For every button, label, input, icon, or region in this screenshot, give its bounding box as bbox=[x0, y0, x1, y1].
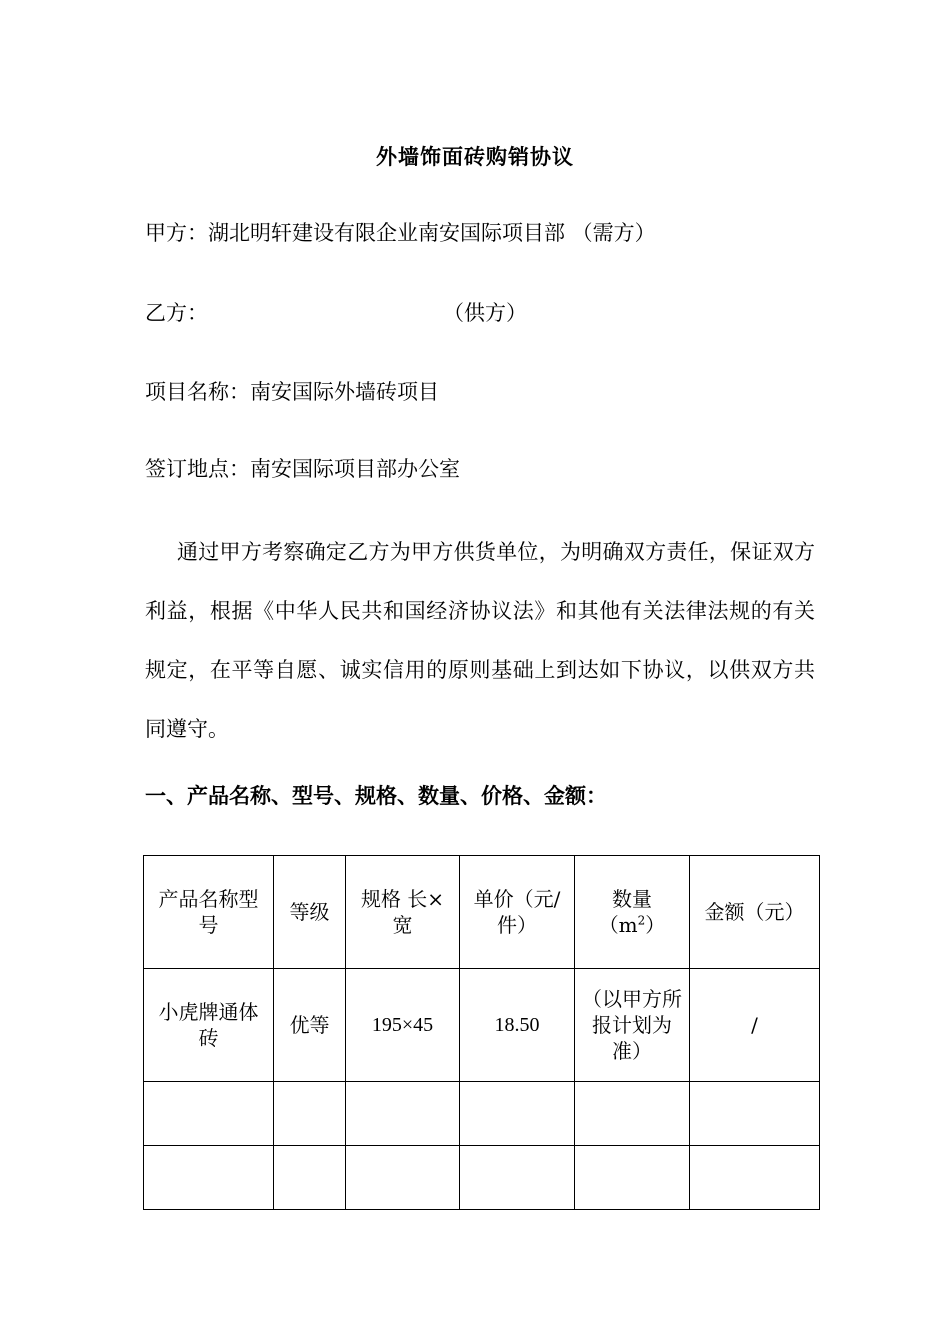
table-row bbox=[144, 1082, 820, 1146]
cell-grade: 优等 bbox=[274, 969, 346, 1082]
cell-quantity bbox=[575, 1146, 690, 1210]
header-amount: 金额（元） bbox=[690, 856, 820, 969]
cell-unit-price bbox=[460, 1146, 575, 1210]
cell-unit-price: 18.50 bbox=[460, 969, 575, 1082]
document-title: 外墙饰面砖购销协议 bbox=[376, 144, 574, 169]
table-header-row bbox=[144, 856, 820, 969]
cell-product: 小虎牌通体砖 bbox=[144, 969, 274, 1082]
header-product: 产品名称型号 bbox=[144, 856, 274, 969]
cell-spec bbox=[346, 1082, 460, 1146]
header-spec: 规格 长×宽 bbox=[346, 856, 460, 969]
table-row bbox=[144, 1146, 820, 1210]
project-name-line: 项目名称：南安国际外墙砖项目 bbox=[145, 380, 439, 404]
cell-spec: 195×45 bbox=[346, 969, 460, 1082]
cell-product bbox=[144, 1146, 274, 1210]
party-b-line bbox=[145, 297, 527, 327]
signing-place-line: 签订地点：南安国际项目部办公室 bbox=[145, 457, 460, 481]
cell-amount bbox=[690, 1082, 820, 1146]
party-b-role: （供方） bbox=[443, 301, 527, 325]
cell-grade bbox=[274, 1146, 346, 1210]
header-grade: 等级 bbox=[274, 856, 346, 969]
intro-paragraph: 通过甲方考察确定乙方为甲方供货单位，为明确双方责任，保证双方利益，根据《中华人民共和国经济协议法》和其他有关法律法规的有关规定，在平等自愿、诚实信用的原则基础上到达如下协议，以供双方共同遵守。 bbox=[145, 540, 815, 741]
cell-amount bbox=[690, 1146, 820, 1210]
header-quantity bbox=[575, 856, 690, 969]
header-quantity-unit: $(m^2)$ bbox=[598, 913, 666, 937]
cell-product bbox=[144, 1082, 274, 1146]
table-row bbox=[144, 969, 820, 1082]
party-b-label: 乙方： bbox=[145, 301, 208, 325]
cell-quantity: （以甲方所报计划为准） bbox=[575, 969, 690, 1082]
party-a-line: 甲方：湖北明轩建设有限企业南安国际项目部 （需方） bbox=[145, 221, 656, 245]
header-quantity-label: 数量 bbox=[612, 887, 652, 911]
cell-spec bbox=[346, 1146, 460, 1210]
header-unit-price: 单价（元/件） bbox=[460, 856, 575, 969]
product-table bbox=[143, 855, 820, 1210]
section-1-heading: 一、产品名称、型号、规格、数量、价格、金额： bbox=[145, 783, 607, 808]
cell-unit-price bbox=[460, 1082, 575, 1146]
cell-quantity bbox=[575, 1082, 690, 1146]
cell-grade bbox=[274, 1082, 346, 1146]
cell-amount: / bbox=[690, 969, 820, 1082]
